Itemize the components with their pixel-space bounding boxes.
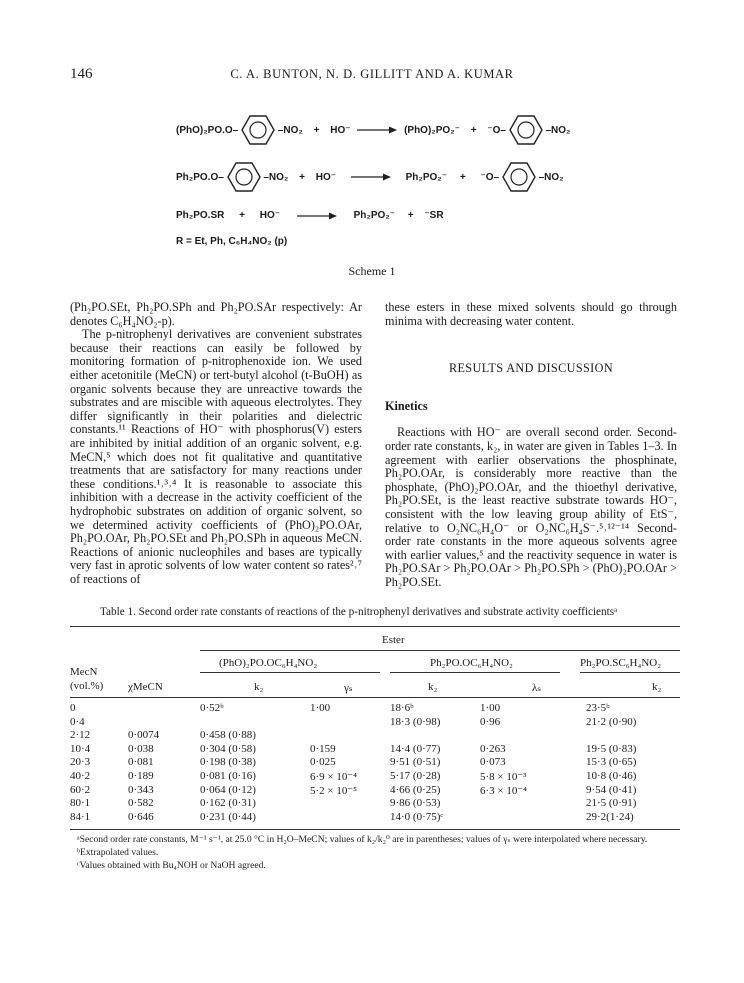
benzene-ring-icon [509, 113, 543, 147]
table-ester-rule [200, 650, 680, 651]
scheme-1-product: (PhO)₂PO₂⁻ [404, 124, 460, 136]
table-footnote-c: ᶜValues obtained with Bu₄NOH or NaOH agreed. [77, 860, 266, 871]
table-col-header-lambda: λₛ [532, 682, 542, 694]
table-col-header-k2-a: k₂ [254, 681, 264, 693]
table-cell: 1·00 [480, 702, 501, 714]
table-cell: 0·52ᵇ [200, 702, 224, 714]
subsection-heading-kinetics: Kinetics [385, 398, 428, 413]
table-cell: 5·8 × 10⁻³ [480, 771, 527, 783]
scheme-2-hydroxide: HO⁻ [315, 171, 337, 183]
table-cell: 0·025 [310, 756, 336, 769]
table-cell: 9·54 (0·41) [586, 783, 637, 796]
table-cell: 40·2 [70, 770, 91, 782]
table-cell: 0·064 (0·12) [200, 783, 256, 796]
table-cell: 20·3 [70, 756, 91, 769]
table-cell: 9·86 (0·53) [390, 797, 441, 810]
table-cell: 6·9 × 10⁻⁴ [310, 771, 358, 783]
scheme-2-phenoxide: ⁻O– [480, 171, 500, 183]
reaction-arrow-icon [357, 126, 397, 134]
scheme-3-product: Ph₂PO₂⁻ [353, 210, 395, 221]
scheme-2-nitro: –NO₂ [263, 171, 289, 183]
reaction-arrow-icon [351, 173, 391, 181]
table-cell: 23·5ᵇ [586, 702, 610, 714]
table-col-header-x-mecn: χMeCN [128, 681, 163, 693]
scheme-1-plus-2: + [470, 124, 477, 136]
table-cell: 0·582 [128, 797, 154, 810]
benzene-ring-icon [502, 160, 536, 194]
scheme-3-substrate: Ph₂PO.SR [176, 210, 225, 221]
table-cell: 21·5 (0·91) [586, 797, 637, 810]
table-cell: 5·2 × 10⁻⁵ [310, 784, 358, 797]
running-head: C. A. BUNTON, N. D. GILLITT AND A. KUMAR [230, 67, 514, 81]
reaction-arrow-icon [297, 212, 337, 220]
table-cell: 18·6ᵇ [390, 702, 414, 714]
table-group-rule-1 [200, 672, 380, 673]
scheme-3-plus-2: + [407, 210, 414, 221]
table-group-rule-2 [390, 672, 560, 673]
table-ester-header: Ester [382, 634, 405, 646]
scheme-3-plus: + [239, 210, 245, 221]
table-mecn-label: MecN [70, 666, 98, 678]
right-paragraph-continuation: these esters in these mixed solvents should go through minima with decreasing water content. [385, 300, 677, 328]
left-paragraph-1: (Ph₂PO.SEt, Ph₂PO.SPh and Ph₂PO.SAr respectively: Ar denotes C₆H₄NO₂-p). [70, 300, 362, 328]
table-col-header-k2-b: k₂ [428, 681, 438, 693]
scheme-caption: Scheme 1 [348, 264, 396, 278]
section-heading-results: RESULTS AND DISCUSSION [448, 361, 614, 376]
table-cell: 0·073 [480, 756, 506, 769]
table-footnote-a: ᵃSecond order rate constants, M⁻¹ s⁻¹, at 25.0 °C in H₂O–MeCN; values of k₂/k₂⁰ are in parentheses; values of γₛ were interpolated where necessary. [77, 834, 648, 845]
scheme-3-thiolate: ⁻SR [424, 210, 444, 221]
benzene-ring-icon [241, 113, 275, 147]
table-cell: 0·198 (0·38) [200, 756, 256, 769]
table-cell: 0·189 [128, 770, 154, 782]
benzene-ring-icon [227, 160, 261, 194]
page-number: 146 [70, 66, 93, 82]
table-cell: 10·8 (0·46) [586, 770, 637, 782]
table-col-header-k2-c: k₂ [652, 681, 662, 693]
table-cell: 2·12 [70, 729, 91, 742]
table-cell: 0·343 [128, 783, 154, 796]
table-cell: 0·0074 [128, 729, 160, 742]
table-cell: 14·0 (0·75)ᶜ [390, 810, 444, 823]
table-cell: 0·96 [480, 715, 501, 728]
table-cell: 0·304 (0·58) [200, 742, 256, 755]
table-cell: 10·4 [70, 742, 91, 755]
scheme-1-phenoxide-nitro: –NO₂ [545, 124, 571, 136]
table-cell: 0·162 (0·31) [200, 797, 256, 810]
table-cell: 1·00 [310, 702, 331, 714]
table-cell: 29·2(1·24) [586, 810, 634, 823]
table-cell: 19·5 (0·83) [586, 742, 637, 755]
scheme-r-definition: R = Et, Ph, C₆H₄NO₂ (p) [176, 236, 288, 247]
table-cell: 84·1 [70, 810, 91, 823]
scheme-2-plus-2: + [459, 171, 466, 183]
table-cell: 5·17 (0·28) [390, 770, 441, 782]
table-vol-label: (vol.%) [70, 680, 104, 692]
scheme-1-phenoxide: ⁻O– [487, 124, 506, 136]
table-cell: 15·3 (0·65) [586, 756, 637, 769]
table-caption: Table 1. Second order rate constants of reactions of the p-nitrophenyl derivatives and substrate activity coefficientsᵃ [100, 606, 618, 618]
table-cell: 0·231 (0·44) [200, 810, 256, 823]
table-cell: 4·66 (0·25) [390, 783, 441, 796]
left-paragraph-2: The p-nitrophenyl derivatives are convenient substrates because their reactions can easily be followed by monitoring formation of p-nitrophenoxide ion. We used either acetonitile (MeCN) or tert-butyl alcohol (t-BuOH) as organic solvents because they are unreactive towards the substrates and are miscible with aqueous electrolytes. They differ significantly in their polarities and dielectric constants.¹¹ Reactions of HO⁻ with phosphorus(V) esters are inhibited by initial addition of an organic solvent, e.g. MeCN,⁵ which does not fit qualitative and quantitative treatments that are satisfactory for many reactions under these conditions.¹˒³˒⁴ It is reasonable to associate this inhibition with a decrease in the activity coefficient of the hydrophobic substrates on addition of organic solvent, so we determined activity coefficients of (PhO)₂PO.OAr, Ph₂PO.OAr, Ph₂PO.SEt and Ph₂PO.SPh in aqueous MeCN. Reactions of anionic nucleophiles and bases are typically very fast in aprotic solvents of low water content so rates²˒⁷ of reactions of [70, 327, 362, 586]
table-cell: 0·263 [480, 742, 506, 755]
scheme-2-plus: + [299, 171, 305, 183]
table-cell: 80·1 [70, 797, 91, 810]
table-cell: 0 [70, 702, 76, 714]
table-group-header-1: (PhO)₂PO.OC₆H₄NO₂ [219, 657, 318, 669]
table-cell: 0·646 [128, 810, 154, 823]
table-cell: 0·081 [128, 756, 154, 769]
table-cell: 9·51 (0·51) [390, 756, 441, 769]
table-cell: 0·038 [128, 742, 154, 755]
scheme-3-hydroxide: HO⁻ [259, 210, 281, 221]
table-bottom-rule [70, 829, 680, 830]
table-cell: 60·2 [70, 783, 91, 796]
table-group-header-3: Ph₂PO.SC₆H₄NO₂ [580, 657, 662, 669]
table-header-rule [70, 697, 680, 698]
table-cell: 14·4 (0·77) [390, 742, 441, 755]
scheme-1-nitro: –NO₂ [277, 124, 303, 136]
table-cell: 0·458 (0·88) [200, 729, 256, 742]
scheme-line-3 [176, 210, 444, 221]
scheme-1-substrate: (PhO)₂PO.O– [176, 124, 239, 136]
scheme-line-1 [176, 113, 571, 147]
scheme-1-plus: + [313, 124, 320, 136]
scheme-1-hydroxide: HO⁻ [330, 124, 351, 136]
table-footnote-b: ᵇExtrapolated values. [77, 847, 159, 858]
table-cell: 0·081 (0·16) [200, 770, 256, 782]
table-top-rule [70, 626, 680, 627]
table-group-header-2: Ph₂PO.OC₆H₄NO₂ [430, 657, 513, 669]
kinetics-paragraph: Reactions with HO⁻ are overall second order. Second-order rate constants, k₂, in water are given in Tables 1–3. In agreement with earlier observations the phosphinate, Ph₂PO.OAr, is considerably more reactive than the phosphate, (PhO)₂PO.OAr, and the thioethyl derivative, Ph₂PO.SEt, is the least reactive substrate towards HO⁻, consistent with the low leaving group ability of EtS⁻, relative to O₂NC₆H₄O⁻ or O₂NC₆H₄S⁻.⁵˒¹²⁻¹⁴ Second-order rate constants in the more aqueous solvents agree with earlier values,⁵ and the reactivity sequence in water is Ph₂PO.SAr > Ph₂PO.OAr > Ph₂PO.SPh > (PhO)₂PO.OAr > Ph₂PO.SEt. [385, 425, 677, 589]
scheme-2-product: Ph₂PO₂⁻ [405, 171, 448, 183]
scheme-2-substrate: Ph₂PO.O– [176, 171, 224, 183]
right-column [385, 301, 677, 590]
table-group-rule-3 [580, 672, 680, 673]
scheme-line-2 [176, 160, 564, 194]
table-cell: 0·4 [70, 715, 85, 728]
table-cell: 18·3 (0·98) [390, 715, 441, 728]
table-cell: 6·3 × 10⁻⁴ [480, 784, 528, 797]
scheme-2-phenoxide-nitro: –NO₂ [538, 171, 564, 183]
table-cell: 21·2 (0·90) [586, 715, 637, 728]
table-col-header-gamma: γₛ [344, 682, 353, 694]
left-column [70, 301, 362, 586]
table-cell: 0·159 [310, 742, 336, 755]
